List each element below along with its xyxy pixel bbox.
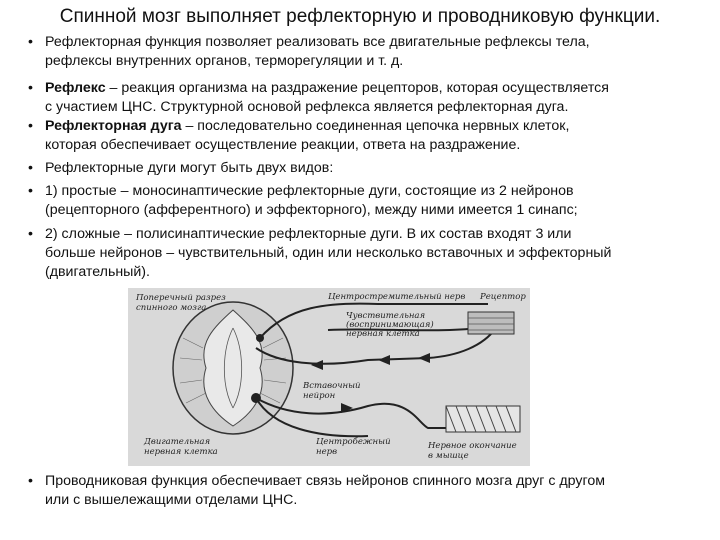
diagram-label: Центростремительный нерв bbox=[328, 292, 466, 302]
diagram-label: нерв bbox=[316, 447, 338, 457]
receptor-shape bbox=[468, 312, 514, 334]
bullet-line: с участием ЦНС. Структурной основой рефлекса является рефлекторная дуга. bbox=[45, 99, 569, 115]
diagram-label: спинного мозга bbox=[136, 303, 207, 313]
bullet-line: больше нейронов – чувствительный, один или несколько вставочных и эффекторный bbox=[45, 245, 612, 261]
diagram-label: Поперечный разрез bbox=[136, 293, 226, 303]
efferent-nerve-path bbox=[256, 398, 458, 436]
bullet-line: или с вышележащими отделами ЦНС. bbox=[45, 492, 298, 508]
diagram-label: Двигательная bbox=[144, 437, 211, 447]
reflex-arc-diagram bbox=[128, 288, 530, 466]
bullet-line: Проводниковая функция обеспечивает связь нейронов спинного мозга друг с другом bbox=[45, 473, 605, 489]
bullet-line: 2) сложные – полисинаптические рефлекторные дуги. В их состав входят 3 или bbox=[45, 226, 572, 242]
reflex-arc-illustration bbox=[128, 288, 530, 466]
bold-term: Рефлекторная дуга bbox=[45, 118, 182, 134]
bullet-line: Рефлекторная функция позволяет реализовать все двигательные рефлексы тела, bbox=[45, 34, 590, 50]
bullet-marker: • bbox=[28, 183, 33, 199]
diagram-label: Чувствительная bbox=[346, 311, 426, 321]
diagram-label: нервная клетка bbox=[346, 329, 420, 339]
diagram-label: Центробежный bbox=[316, 437, 391, 447]
bullet-line: (рецепторного (афферентного) и эффекторного), между ними имеется 1 синапс; bbox=[45, 202, 578, 218]
bullet-marker: • bbox=[28, 34, 33, 50]
diagram-label: Нервное окончание bbox=[428, 441, 517, 451]
muscle-shape bbox=[446, 406, 520, 432]
bullet-line: Рефлекторные дуги могут быть двух видов: bbox=[45, 160, 334, 176]
slide-title: Спинной мозг выполняет рефлекторную и проводниковую функции. bbox=[59, 6, 661, 27]
diagram-label: Рецептор bbox=[480, 292, 526, 302]
bullet-marker: • bbox=[28, 118, 33, 134]
diagram-label: Вставочный bbox=[303, 381, 361, 391]
bullet-line: (двигательный). bbox=[45, 264, 150, 280]
bullet-marker: • bbox=[28, 80, 33, 96]
bullet-line: – реакция организма на раздражение рецепторов, которая осуществляется bbox=[105, 80, 609, 96]
bullet-line: 1) простые – моносинаптические рефлекторные дуги, состоящие из 2 нейронов bbox=[45, 183, 574, 199]
bullet-line: – последовательно соединенная цепочка нервных клеток, bbox=[181, 118, 570, 134]
diagram-label: нейрон bbox=[303, 391, 336, 401]
bullet-line: рефлексы внутренних органов, терморегуляции и т. д. bbox=[45, 53, 404, 69]
bullet-marker: • bbox=[28, 226, 33, 242]
bullet-marker: • bbox=[28, 473, 33, 489]
diagram-label: нервная клетка bbox=[144, 447, 218, 457]
spinal-cord-cross-section bbox=[173, 302, 293, 434]
bullet-marker: • bbox=[28, 160, 33, 176]
bold-term: Рефлекс bbox=[45, 80, 106, 96]
bullet-line: которая обеспечивает осуществление реакции, ответа на раздражение. bbox=[45, 137, 521, 153]
diagram-label: (воспринимающая) bbox=[346, 320, 434, 330]
diagram-label: в мышце bbox=[428, 451, 469, 461]
